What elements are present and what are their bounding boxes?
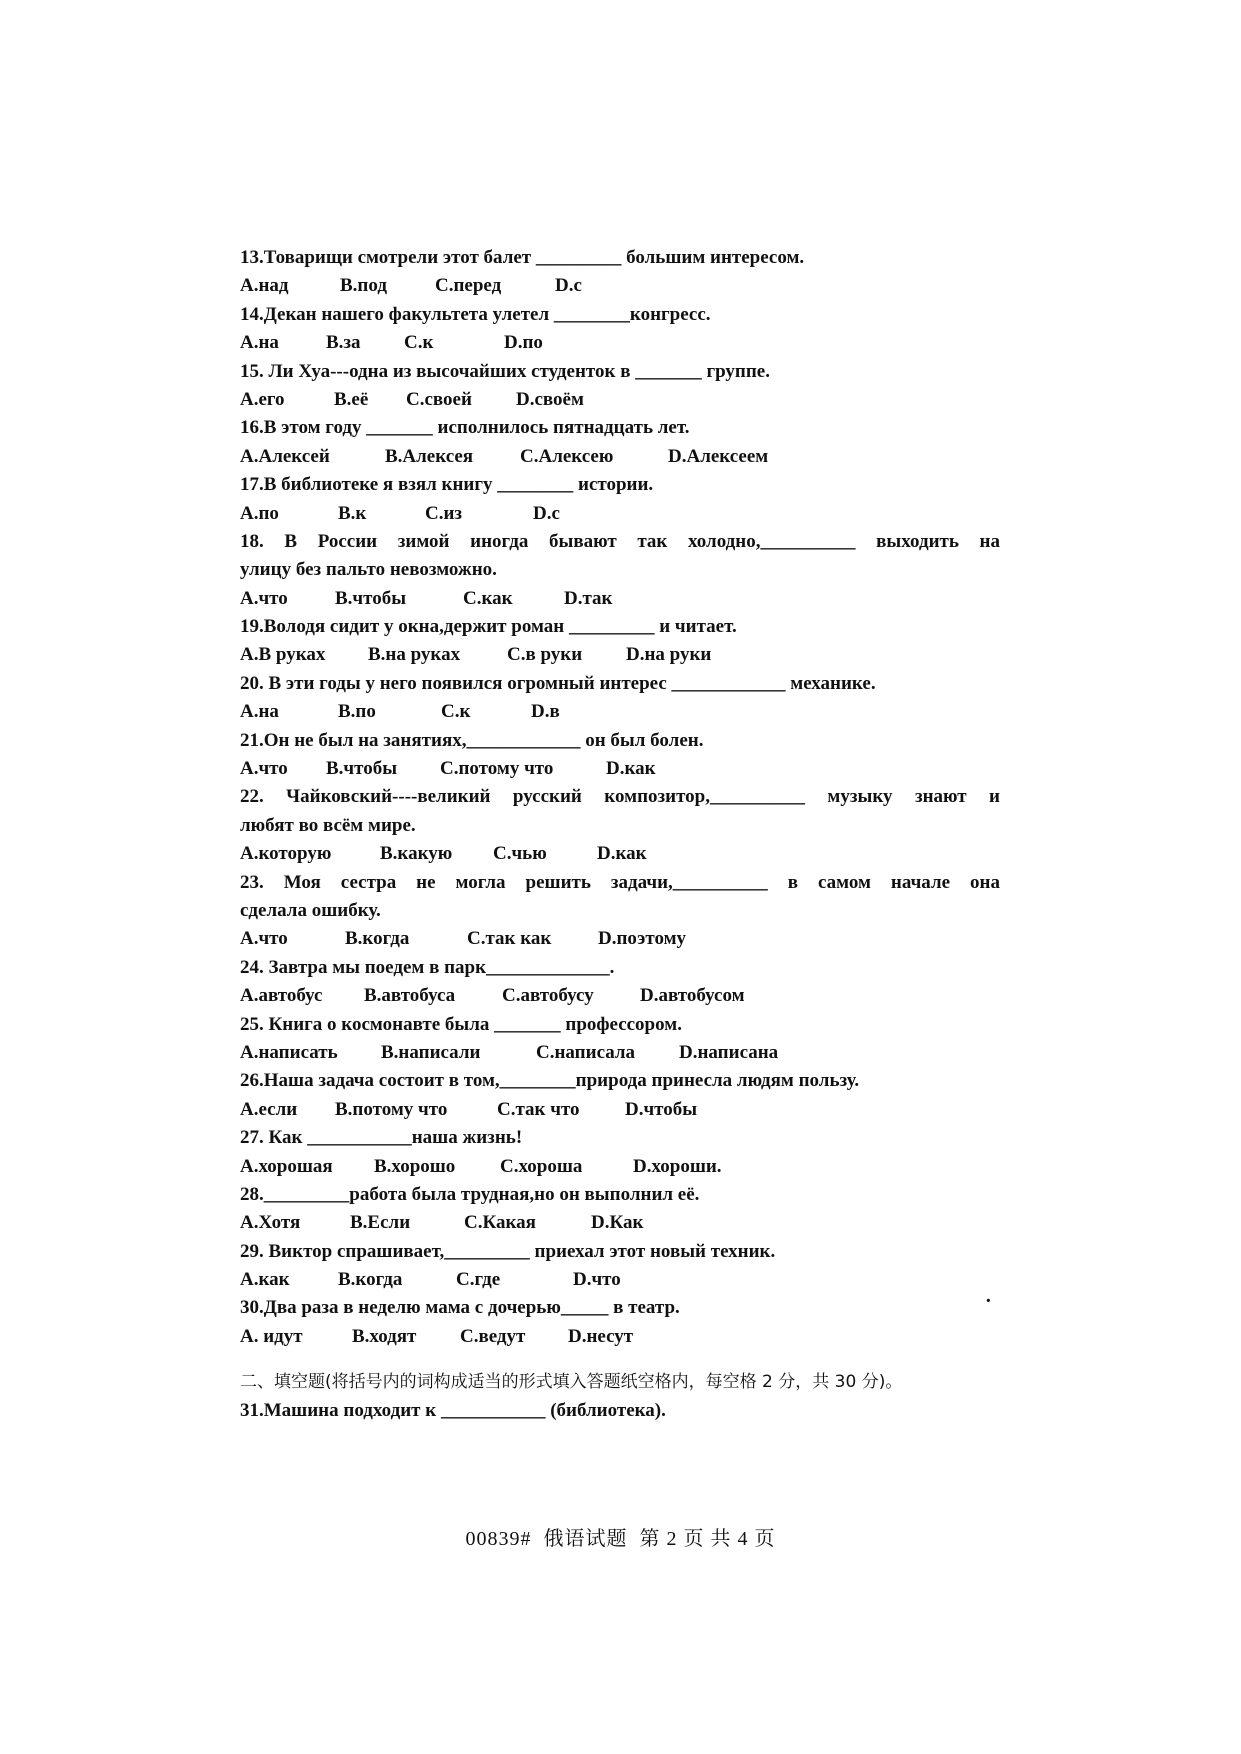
answer-option: А.его	[240, 388, 285, 410]
answer-options	[240, 329, 1000, 357]
question-text: 21.Он не был на занятиях,____________ он был болен.	[240, 729, 704, 751]
question-list	[240, 244, 1000, 1426]
answer-option: С.хороша	[500, 1155, 583, 1177]
answer-options	[240, 641, 1000, 669]
answer-option: D.своём	[516, 388, 584, 410]
answer-option: В.когда	[345, 928, 410, 950]
answer-option: С.Алексею	[520, 445, 614, 467]
question-24	[240, 954, 1000, 1011]
answer-option: А.если	[240, 1098, 298, 1120]
answer-option: D.что	[573, 1269, 621, 1291]
answer-option: С.в руки	[507, 644, 583, 666]
answer-option: А.на	[240, 701, 279, 723]
question-25	[240, 1011, 1000, 1068]
answer-option: А.которую	[240, 843, 332, 865]
question-17	[240, 471, 1000, 528]
question-text: любят во всём мире.	[240, 814, 416, 836]
question-text: 27. Как ___________наша жизнь!	[240, 1127, 523, 1149]
question-13	[240, 244, 1000, 301]
answer-option: В.за	[326, 332, 361, 354]
question-text: 20. В эти годы у него появился огромный интерес ____________ механике.	[240, 672, 876, 694]
answer-option: С.написала	[536, 1041, 636, 1063]
answer-option: А.по	[240, 502, 279, 524]
answer-option: В.на руках	[368, 644, 461, 666]
answer-option: В.автобуса	[364, 985, 456, 1007]
question-text: сделала ошибку.	[240, 899, 381, 921]
answer-options	[240, 755, 1000, 783]
exam-code: 00839#	[465, 1528, 532, 1550]
answer-options	[240, 272, 1000, 300]
question-20	[240, 670, 1000, 727]
question-text: 25. Книга о космонавте была _______ профессором.	[240, 1013, 682, 1035]
question-16	[240, 414, 1000, 471]
question-text: 17.В библиотеке я взял книгу ________ истории.	[240, 474, 654, 496]
answer-option: В.по	[338, 701, 376, 723]
section-heading: 二、填空题(将括号内的词构成适当的形式填入答题纸空格内，每空格 2 分，共 30 分)。	[240, 1372, 903, 1393]
answer-option: D.Алексеем	[668, 445, 769, 467]
question-text: 19.Володя сидит у окна,держит роман _________ и читает.	[240, 616, 737, 638]
question-text: 23. Моя сестра не могла решить задачи,__________ в самом начале она	[240, 871, 1000, 893]
answer-option: D.хороши.	[633, 1155, 722, 1177]
answer-options	[240, 1096, 1000, 1124]
answer-option: D.написана	[679, 1041, 779, 1063]
answer-option: D.в	[531, 701, 560, 723]
answer-option: С.так как	[467, 928, 552, 950]
question-text: 26.Наша задача состоит в том,________природа принесла людям пользу.	[240, 1070, 860, 1092]
question-text: 22. Чайковский----великий русский композитор,__________ музыку знают и	[240, 786, 1000, 808]
answer-option: А.как	[240, 1269, 290, 1291]
answer-option: С.к	[441, 701, 471, 723]
answer-option: А. идут	[240, 1325, 303, 1347]
answer-option: А.Алексей	[240, 445, 330, 467]
question-26	[240, 1067, 1000, 1124]
answer-options	[240, 1153, 1000, 1181]
answer-options	[240, 386, 1000, 414]
answer-option: В.Если	[350, 1212, 411, 1234]
answer-option: В.ходят	[352, 1325, 417, 1347]
answer-option: А.Хотя	[240, 1212, 301, 1234]
question-14	[240, 301, 1000, 358]
answer-option: В.к	[338, 502, 367, 524]
answer-option: D.по	[504, 332, 543, 354]
question-27	[240, 1124, 1000, 1181]
answer-option: С.потому что	[440, 758, 554, 780]
answer-options	[240, 1039, 1000, 1067]
answer-options	[240, 1266, 1000, 1294]
answer-option: А.автобус	[240, 985, 323, 1007]
answer-option: А.над	[240, 275, 289, 297]
question-31: 31.Машина подходит к ___________ (библиотека).	[240, 1400, 666, 1422]
answer-option: С.чью	[493, 843, 547, 865]
answer-option: С.своей	[406, 388, 472, 410]
answer-options	[240, 500, 1000, 528]
answer-option: D.Как	[591, 1212, 644, 1234]
answer-option: D.на руки	[626, 644, 712, 666]
answer-option: D.с	[533, 502, 560, 524]
question-21	[240, 727, 1000, 784]
answer-option: D.чтобы	[625, 1098, 698, 1120]
answer-option: А.на	[240, 332, 279, 354]
answer-option: В.под	[340, 275, 387, 297]
answer-option: А.что	[240, 758, 288, 780]
question-18	[240, 528, 1000, 613]
question-19	[240, 613, 1000, 670]
answer-option: D.несут	[568, 1325, 634, 1347]
answer-option: С.из	[425, 502, 463, 524]
answer-options	[240, 443, 1000, 471]
answer-option: В.её	[334, 388, 369, 410]
answer-option: С.где	[456, 1269, 501, 1291]
question-text: 14.Декан нашего факультета улетел ________конгресс.	[240, 303, 711, 325]
answer-option: D.как	[597, 843, 647, 865]
answer-option: С.ведут	[460, 1325, 526, 1347]
answer-option: D.с	[555, 275, 582, 297]
answer-option: С.перед	[435, 275, 502, 297]
question-text: 30.Два раза в неделю мама с дочерью_____ в театр.	[240, 1297, 680, 1319]
answer-option: В.какую	[380, 843, 453, 865]
answer-options	[240, 585, 1000, 613]
answer-option: А.что	[240, 928, 288, 950]
answer-option: D.так	[564, 587, 613, 609]
page-footer	[0, 1522, 1241, 1551]
answer-option: D.автобусом	[640, 985, 745, 1007]
question-28	[240, 1181, 1000, 1238]
answer-option: А.хорошая	[240, 1155, 333, 1177]
answer-option: А.что	[240, 587, 288, 609]
stray-mark: ·	[985, 1290, 992, 1312]
question-23	[240, 869, 1000, 954]
question-text: 15. Ли Хуа---одна из высочайших студенток в _______ группе.	[240, 360, 770, 382]
question-22	[240, 783, 1000, 868]
answer-option: В.написали	[381, 1041, 481, 1063]
answer-option: С.автобусу	[502, 985, 594, 1007]
question-text: 24. Завтра мы поедем в парк_____________.	[240, 956, 615, 978]
answer-option: В.чтобы	[335, 587, 407, 609]
answer-option: D.как	[606, 758, 656, 780]
question-text: 18. В России зимой иногда бывают так холодно,__________ выходить на	[240, 530, 1000, 552]
question-text: улицу без пальто невозможно.	[240, 559, 497, 581]
answer-option: А.написать	[240, 1041, 338, 1063]
answer-option: В.чтобы	[326, 758, 398, 780]
answer-option: В.Алексея	[385, 445, 474, 467]
question-text: 16.В этом году _______ исполнилось пятнадцать лет.	[240, 417, 690, 439]
question-text: 13.Товарищи смотрели этот балет _________ большим интересом.	[240, 247, 805, 268]
answer-options	[240, 925, 1000, 953]
answer-option: В.когда	[338, 1269, 403, 1291]
answer-options	[240, 1323, 1000, 1351]
answer-option: С.Какая	[464, 1212, 536, 1234]
answer-option: D.поэтому	[598, 928, 687, 950]
exam-subject: 俄语试题	[543, 1528, 628, 1550]
answer-options	[240, 840, 1000, 868]
answer-options	[240, 698, 1000, 726]
answer-option: А.В руках	[240, 644, 326, 666]
answer-options	[240, 1209, 1000, 1237]
answer-option: В.потому что	[335, 1098, 448, 1120]
answer-options	[240, 982, 1000, 1010]
answer-option: В.хорошо	[374, 1155, 456, 1177]
question-15	[240, 358, 1000, 415]
question-30	[240, 1294, 1000, 1351]
answer-option: С.так что	[497, 1098, 580, 1120]
question-text: 29. Виктор спрашивает,_________ приехал этот новый техник.	[240, 1240, 776, 1262]
answer-option: С.как	[463, 587, 513, 609]
question-29	[240, 1238, 1000, 1295]
answer-option: С.к	[404, 332, 434, 354]
page-number: 第 2 页 共 4 页	[639, 1528, 776, 1550]
question-text: 28._________работа была трудная,но он выполнил её.	[240, 1183, 700, 1205]
